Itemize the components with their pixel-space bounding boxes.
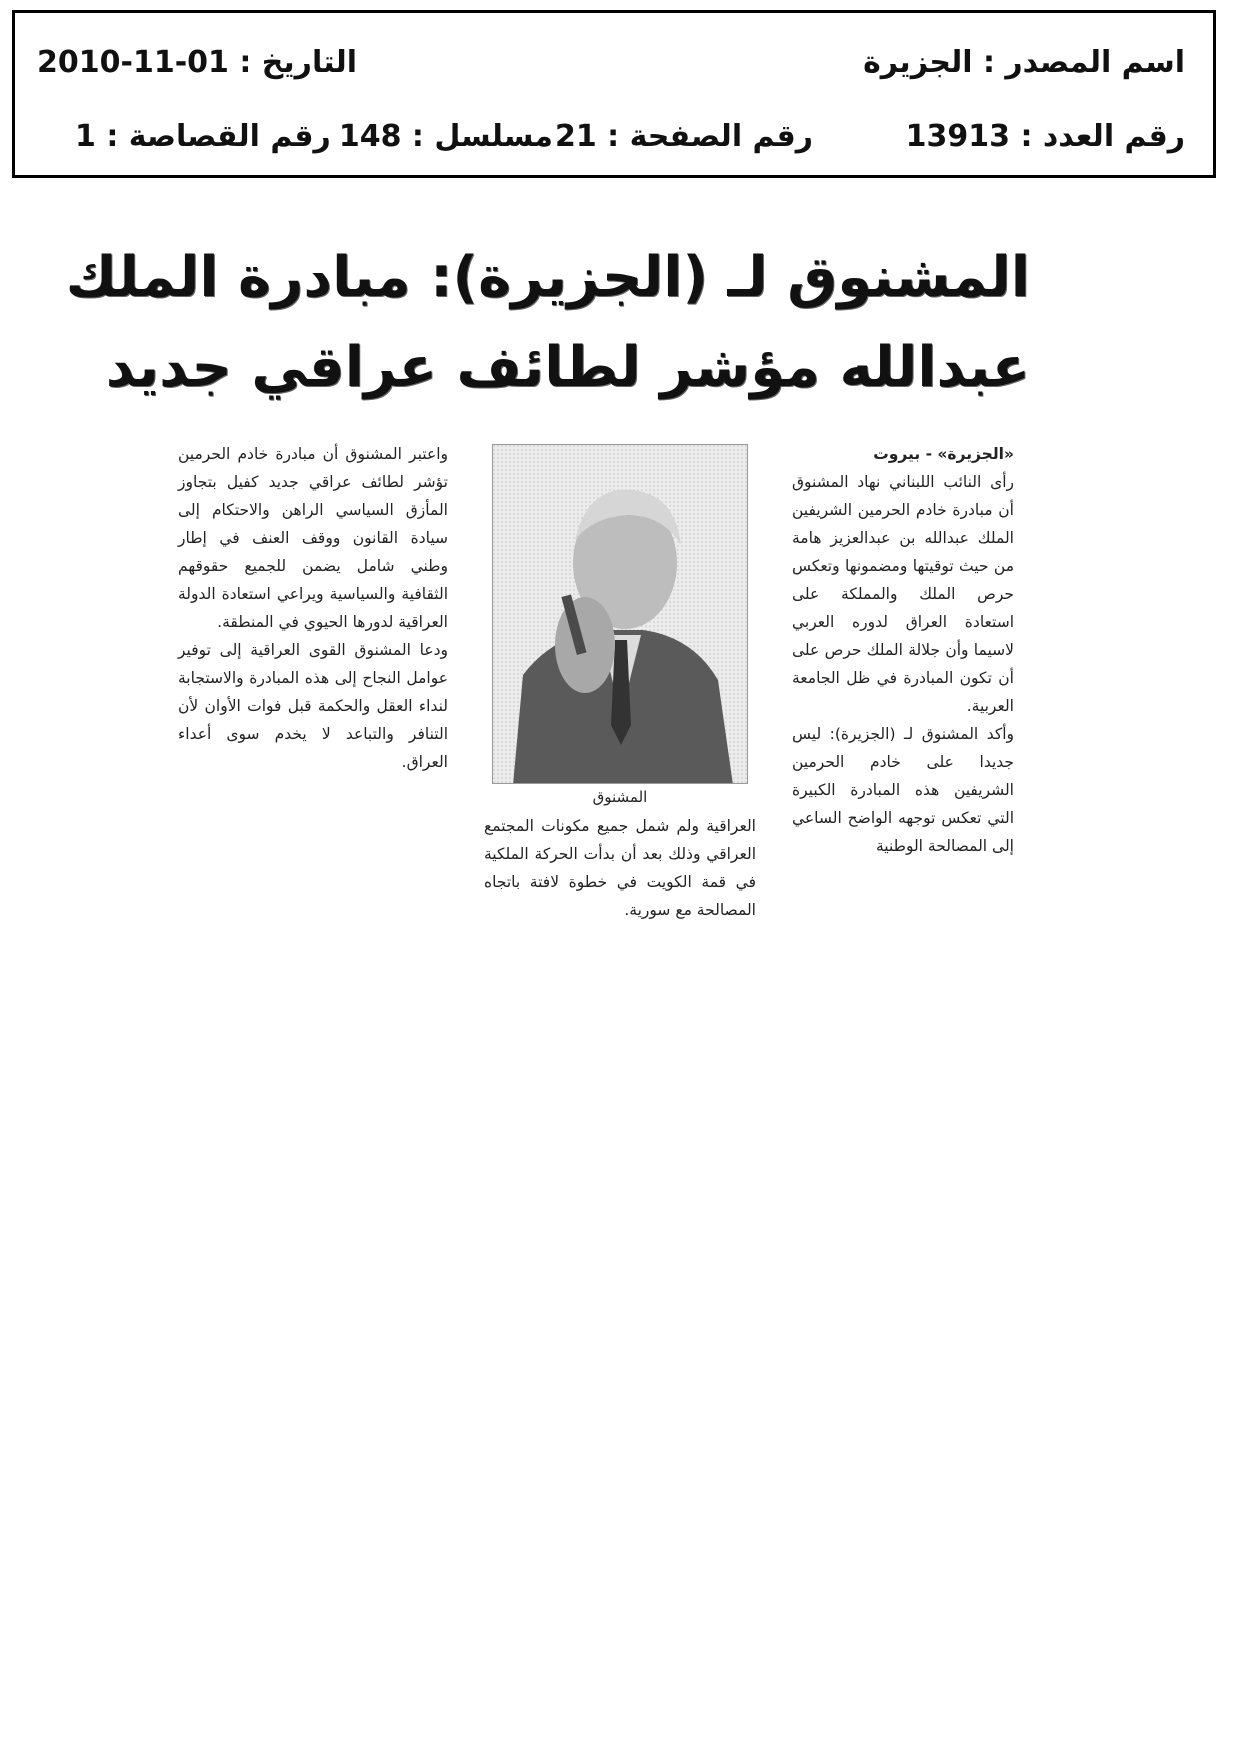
- clipping-header: [12, 10, 1216, 178]
- paragraph: واعتبر المشنوق أن مبادرة خادم الحرمين تؤشر لطائف عراقي جديد كفيل بتجاوز المأزق السياسي الراهن والاحتكام إلى سيادة القانون ووقف العنف في إطار وطني شامل يضمن للجميع حقوقهم الثقافية والسياسية ويراعي استعادة الدولة العراقية لدورها الحيوي في المنطقة.: [178, 445, 448, 631]
- clipping-number: رقم القصاصة : 1: [75, 119, 331, 154]
- page-number: رقم الصفحة : 21: [554, 119, 813, 154]
- paragraph: العراقية ولم شمل جميع مكونات المجتمع العراقي وذلك بعد أن بدأت الحركة الملكية في قمة الكويت في خطوة لافتة باتجاه المصالحة مع سورية.: [484, 817, 756, 919]
- serial-number: مسلسل : 148: [338, 119, 553, 154]
- source-name: اسم المصدر : الجزيرة: [863, 45, 1185, 80]
- paragraph: وأكد المشنوق لـ (الجزيرة): ليس جديدا على خادم الحرمين الشريفين هذه المبادرة الكبيرة التي تعكس توجهه الواضح الساعي إلى المصالحة الوطنية: [792, 725, 1014, 855]
- portrait-photo: [492, 444, 748, 784]
- date-field: التاريخ : 01-11-2010: [37, 45, 358, 80]
- headline-line-2: عبدالله مؤشر لطائف عراقي جديد: [105, 335, 1030, 400]
- photo-caption: المشنوق: [592, 788, 648, 806]
- article-column-right: [792, 440, 1014, 860]
- portrait-illustration: [493, 445, 748, 784]
- article-column-middle: [484, 812, 756, 924]
- dateline: «الجزيرة» - بيروت: [873, 445, 1014, 463]
- article-column-left: [178, 440, 448, 776]
- issue-number: رقم العدد : 13913: [905, 119, 1185, 154]
- paragraph: رأى النائب اللبناني نهاد المشنوق أن مبادرة خادم الحرمين الشريفين الملك عبدالله بن عبدالعزيز هامة من حيث توقيتها ومضمونها وتعكس حرص الملك والمملكة على استعادة العراق لدوره العربي لاسيما وأن جلالة الملك حرص على أن تكون المبادرة في ظل الجامعة العربية.: [792, 473, 1014, 715]
- paragraph: ودعا المشنوق القوى العراقية إلى توفير عوامل النجاح إلى هذه المبادرة والاستجابة لنداء العقل والحكمة قبل فوات الأوان لأن التنافر والتباعد لا يخدم سوى أعداء العراق.: [178, 641, 448, 771]
- headline-line-1: المشنوق لـ (الجزيرة): مبادرة الملك: [65, 245, 1030, 310]
